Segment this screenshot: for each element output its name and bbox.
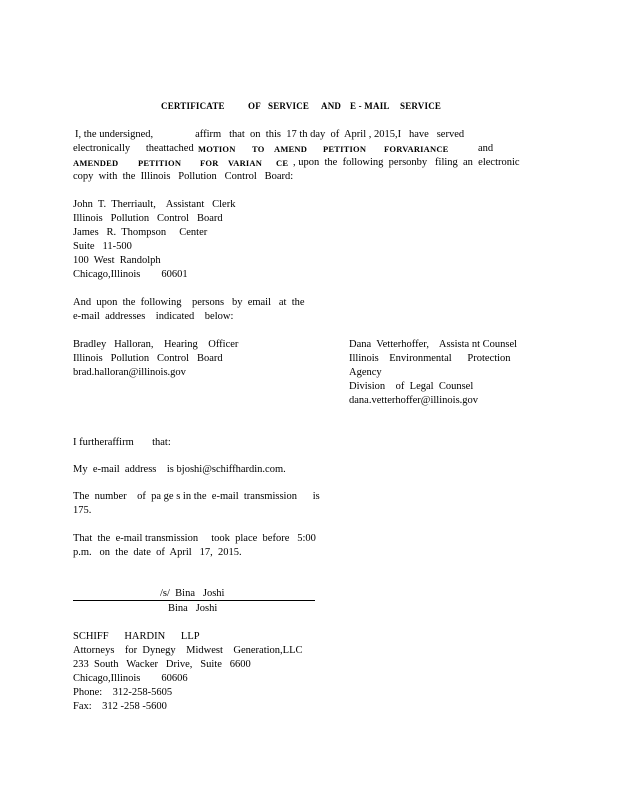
motion-word: TO	[252, 144, 265, 154]
board-address-line: Chicago,Illinois 60601	[73, 269, 188, 280]
motion-word: PETITION	[323, 144, 367, 154]
recipient-left-line: Illinois Pollution Control Board	[73, 353, 223, 364]
title-word: OF	[248, 101, 261, 111]
board-address-line: Suite 11-500	[73, 241, 132, 252]
title-word: SERVICE	[400, 101, 442, 111]
intro-line-4: copy with the Illinois Pollution Control Board:	[73, 171, 294, 182]
further-affirm: I furtheraffirm that:	[73, 437, 171, 448]
board-address-line: John T. Therriault, Assistant Clerk	[73, 199, 236, 210]
recipient-right-line: Agency	[349, 367, 382, 378]
motion-word: FORVARIANCE	[384, 144, 449, 154]
firm-line: SCHIFF HARDIN LLP	[73, 631, 200, 642]
firm-line: Chicago,Illinois 60606	[73, 673, 188, 684]
title-word: SERVICE	[268, 101, 310, 111]
motion-word: MOTION	[198, 144, 236, 154]
petition-word: VARIAN	[228, 158, 263, 168]
pages-statement-line: 175.	[73, 505, 92, 516]
recipient-left-email: brad.halloran@illinois.gov	[73, 367, 186, 378]
petition-word: FOR	[200, 158, 219, 168]
email-intro-line: e-mail addresses indicated below:	[73, 311, 234, 322]
board-address-line: Illinois Pollution Control Board	[73, 213, 223, 224]
intro-line-1: I, the undersigned, affirm that on this 17 th day of April , 2015,I have served	[75, 129, 465, 140]
intro-line-2-start: electronically theattached	[73, 143, 194, 154]
email-intro-line: And upon the following persons by email at the	[73, 297, 305, 308]
recipient-right-line: Illinois Environmental Protection	[349, 353, 511, 364]
time-statement-line: That the e-mail transmission took place before 5:00	[73, 533, 316, 544]
recipient-right-line: Dana Vetterhoffer, Assista nt Counsel	[349, 339, 518, 350]
board-address-line: James R. Thompson Center	[73, 227, 208, 238]
recipient-right-email: dana.vetterhoffer@illinois.gov	[349, 395, 479, 406]
title-word: AND	[321, 101, 342, 111]
intro-line-3-end: , upon the following personby filing an electronic	[293, 157, 520, 168]
petition-word: CE	[276, 158, 289, 168]
email-statement: My e-mail address is bjoshi@schiffhardin.com.	[73, 464, 286, 475]
recipient-right-line: Division of Legal Counsel	[349, 381, 474, 392]
board-address-line: 100 West Randolph	[73, 255, 161, 266]
intro-line-2-end: and	[478, 143, 494, 154]
time-statement-line: p.m. on the date of April 17, 2015.	[73, 547, 242, 558]
firm-fax: Fax: 312 -258 -5600	[73, 701, 167, 712]
recipient-left-line: Bradley Halloran, Hearing Officer	[73, 339, 239, 350]
motion-word: AMEND	[274, 144, 308, 154]
signature-line	[73, 600, 315, 601]
pages-statement-line: The number of pa ge s in the e-mail transmission is	[73, 491, 320, 502]
petition-word: PETITION	[138, 158, 182, 168]
petition-word: AMENDED	[73, 158, 119, 168]
firm-phone: Phone: 312-258-5605	[73, 687, 173, 698]
title-word: E - MAIL	[350, 101, 390, 111]
firm-line: 233 South Wacker Drive, Suite 6600	[73, 659, 251, 670]
signature-signed: /s/ Bina Joshi	[160, 588, 225, 599]
title-word: CERTIFICATE	[161, 101, 225, 111]
signature-printed-name: Bina Joshi	[168, 603, 218, 614]
firm-line: Attorneys for Dynegy Midwest Generation,LLC	[73, 645, 303, 656]
